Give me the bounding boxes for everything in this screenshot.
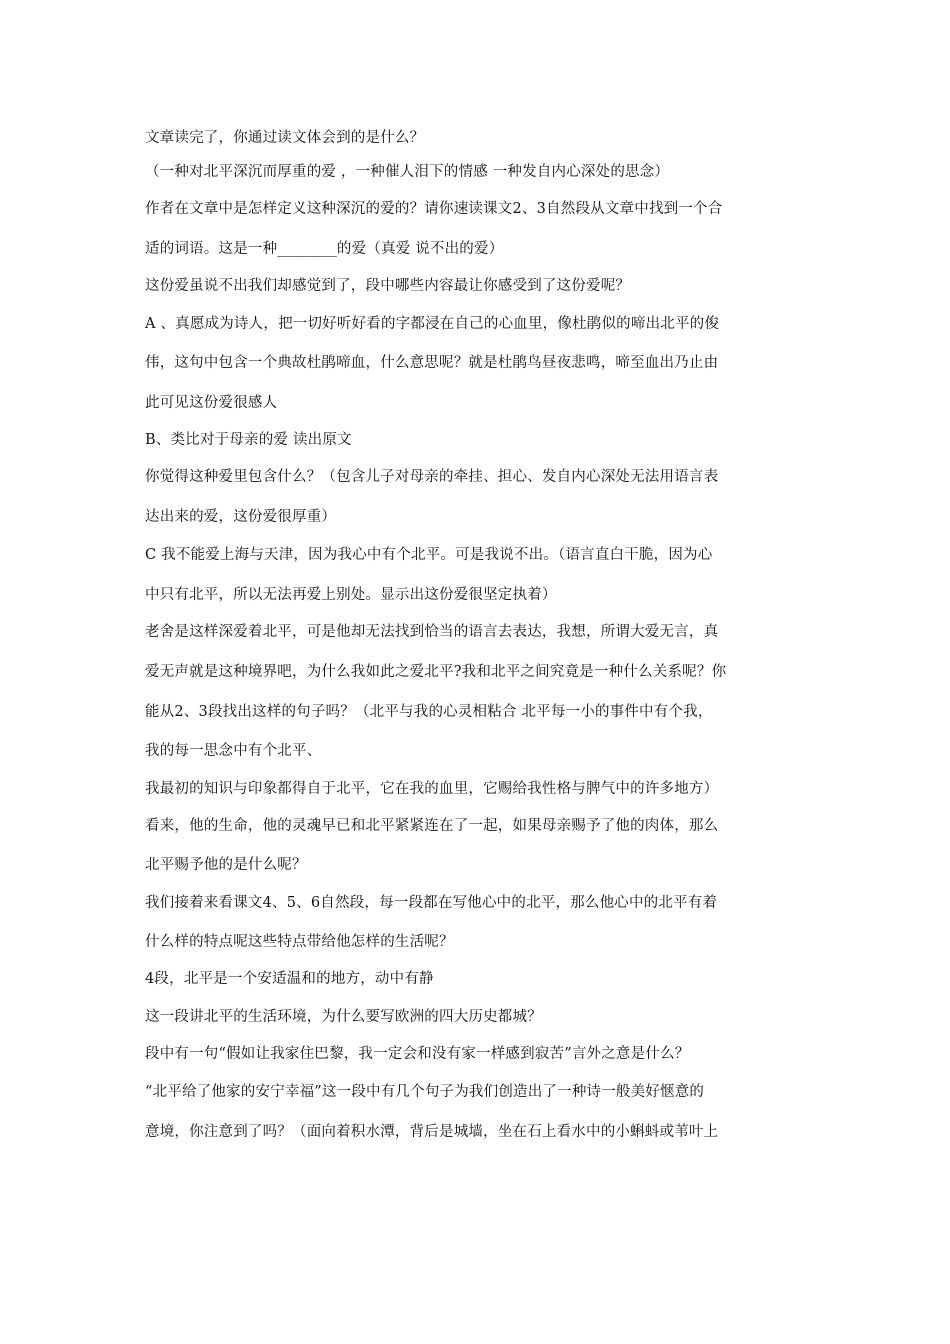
text-line: 此可见这份爱很感人 bbox=[145, 395, 278, 411]
text-line: 文章读完了，你通过读文体会到的是什么？ bbox=[145, 130, 425, 146]
text-line: 适的词语。这是一种________的爱（真爱 说不出的爱） bbox=[145, 241, 504, 257]
text-line: 这一段讲北平的生活环境，为什么要写欧洲的四大历史都城？ bbox=[145, 1009, 542, 1025]
text-line: 这份爱虽说不出我们却感觉到了，段中哪些内容最让你感受到了这份爱呢？ bbox=[145, 278, 631, 294]
text-line: 老舍是这样深爱着北平，可是他却无法找到恰当的语言去表达，我想，所谓大爱无言，真 bbox=[145, 624, 719, 640]
text-line: 4段，北平是一个安适温和的地方，动中有静 bbox=[145, 971, 434, 987]
text-line: 意境，你注意到了吗？（面向着积水潭，背后是城墙，坐在石上看水中的小蝌蚪或苇叶上 bbox=[145, 1124, 719, 1140]
text-line: A 、真愿成为诗人，把一切好听好看的字都浸在自己的心血里，像杜鹃似的啼出北平的俊 bbox=[145, 316, 720, 332]
text-line: 我的每一思念中有个北平、 bbox=[145, 743, 322, 759]
text-line: 作者在文章中是怎样定义这种深沉的爱的？请你速读课文2、3自然段从文章中找到一个合 bbox=[145, 201, 723, 217]
text-line: 达出来的爱，这份爱很厚重） bbox=[145, 509, 337, 525]
text-line: C 我不能爱上海与天津，因为我心中有个北平。可是我说不出。（语言直白干脆，因为心 bbox=[145, 547, 713, 563]
text-line: “北平给了他家的安宁幸福”这一段中有几个句子为我们创造出了一种诗一般美好惬意的 bbox=[145, 1084, 705, 1100]
text-line: 爱无声就是这种境界吧，为什么我如此之爱北平?我和北平之间究竟是一种什么关系呢？你 bbox=[145, 664, 727, 680]
text-line: 北平赐予他的是什么呢？ bbox=[145, 857, 307, 873]
text-line: 什么样的特点呢这些特点带给他怎样的生活呢？ bbox=[145, 934, 454, 950]
text-line: 能从2、3段找出这样的句子吗？（北平与我的心灵相粘合 北平每一小的事件中有个我， bbox=[145, 704, 713, 720]
text-line: 你觉得这种爱里包含什么？（包含儿子对母亲的牵挂、担心、发自内心深处无法用语言表 bbox=[145, 469, 719, 485]
text-line: B、类比对于母亲的爱 读出原文 bbox=[145, 432, 352, 448]
text-line: 伟，这句中包含一个典故杜鹃啼血，什么意思呢？就是杜鹃鸟昼夜悲鸣，啼至血出乃止由 bbox=[145, 355, 719, 371]
text-line: 我们接着来看课文4、5、6自然段，每一段都在写他心中的北平，那么他心中的北平有着 bbox=[145, 895, 718, 911]
text-line: 我最初的知识与印象都得自于北平，它在我的血里，它赐给我性格与脾气中的许多地方） bbox=[145, 781, 719, 797]
text-line: 中只有北平，所以无法再爱上别处。显示出这份爱很坚定执着） bbox=[145, 587, 557, 603]
text-line: 看来，他的生命，他的灵魂早已和北平紧紧连在了一起，如果母亲赐予了他的肉体，那么 bbox=[145, 818, 719, 834]
text-line: 段中有一句“假如让我家住巴黎，我一定会和没有家一样感到寂苦”言外之意是什么？ bbox=[145, 1046, 690, 1062]
text-line: （一种对北平深沉而厚重的爱 ，一种催人泪下的情感 一种发自内心深处的思念） bbox=[145, 164, 670, 180]
